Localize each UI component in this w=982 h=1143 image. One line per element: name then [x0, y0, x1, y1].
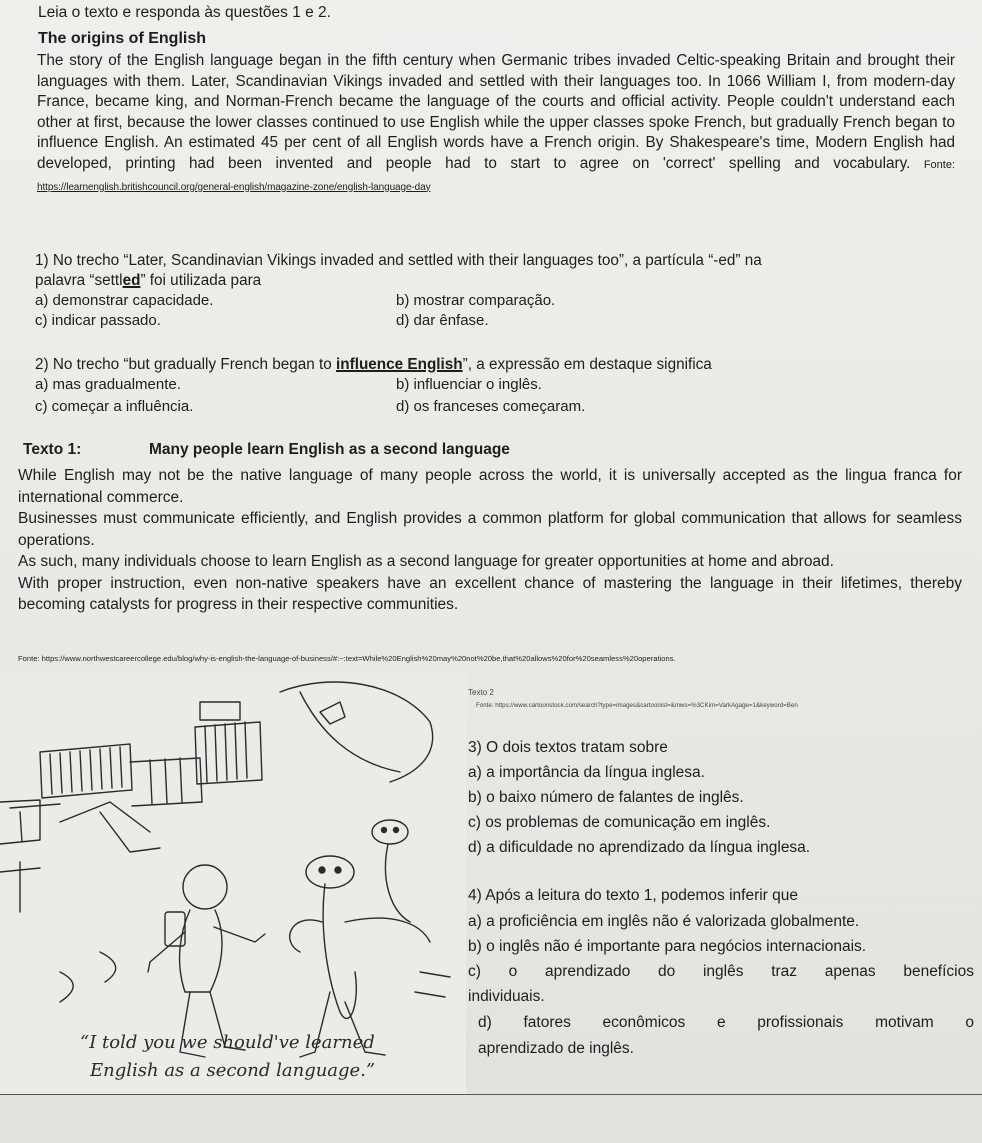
q4-option-a[interactable]: a) a proficiência em inglês não é valorizada globalmente. [468, 913, 860, 930]
reading-body [37, 51, 955, 198]
q2-stem [35, 356, 712, 374]
q3-option-a[interactable]: a) a importância da língua inglesa. [468, 764, 705, 781]
q2-option-a[interactable]: a) mas gradualmente. [35, 376, 181, 393]
q2-option-b[interactable]: b) influenciar o inglês. [396, 376, 542, 393]
cartoon-illustration [0, 672, 466, 1094]
q2-option-c[interactable]: c) começar a influência. [35, 398, 194, 415]
texto1-paragraph: Businesses must communicate efficiently, and English provides a common platform for global communication that allows for seamless operations. [18, 510, 962, 549]
q1-stem-line2 [35, 272, 261, 290]
q3-option-d[interactable]: d) a dificuldade no aprendizado da língua inglesa. [468, 839, 811, 856]
q1-option-d[interactable]: d) dar ênfase. [396, 312, 489, 329]
q3-option-c[interactable]: c) os problemas de comunicação em inglês. [468, 814, 771, 831]
texto1-paragraph: With proper instruction, even non-native speakers have an excellent chance of mastering the language in their lifetimes, thereby becoming catalysts for progress in their respective communities. [18, 574, 962, 613]
q1-option-c[interactable]: c) indicar passado. [35, 312, 161, 329]
q1-option-a[interactable]: a) demonstrar capacidade. [35, 292, 214, 309]
q2-stem-prefix: 2) No trecho “but gradually French began to [35, 356, 337, 373]
texto1-paragraph: As such, many individuals choose to learn English as a second language for greater opportunities at home and abroad. [18, 553, 834, 570]
texto2-label: Texto 2 [468, 688, 494, 697]
q1-option-b[interactable]: b) mostrar comparação. [396, 292, 556, 309]
cartoon-image [0, 672, 466, 1094]
texto1-source[interactable]: Fonte: https://www.northwestcareercollege.edu/blog/why-is-english-the-language-of-business/#:~:text=While%20English%20may%20not%20be,that%20allows%20for%20seamless%20operations. [18, 654, 676, 663]
q1-underlined-suffix: ed [122, 272, 141, 289]
cartoon-caption-line2: English as a second language.” [90, 1060, 376, 1081]
source-label: Fonte: [923, 158, 955, 171]
reading-body-text: The story of the English language began in the fifth century when Germanic tribes invaded Celtic-speaking Britain and brought their languages with them. Later, Scandinavian Vikings invaded and settled with their languages too. In 1066 William I, from modern-day France, became king, and Norman-French became the language of the courts and official activity. People couldn't understand each other at first, because the lower classes continued to use English while the upper classes spoke French, but gradually French began to influence English. An estimated 45 per cent of all English words have a French origin. By Shakespeare's time, Modern English had developed, printing had been invented and people had to start to agree on 'correct' spelling and vocabulary. [37, 52, 955, 172]
q2-highlight: influence English [336, 356, 463, 373]
q4-option-b[interactable]: b) o inglês não é importante para negócios internacionais. [468, 938, 867, 955]
reading-title: The origins of English [38, 30, 206, 47]
q1-stem-prefix: palavra “settl [35, 272, 123, 289]
texto1-title: Many people learn English as a second language [149, 441, 510, 458]
bottom-divider [0, 1094, 982, 1095]
texto2-source[interactable]: Fonte: https://www.cartoonstock.com/search?type=images&cartoonist=&mws=%3CKim=VarkAgage=1&keyword=Ben [476, 702, 798, 709]
texto1-label: Texto 1: [23, 441, 82, 458]
instruction: Leia o texto e responda às questões 1 e 2. [38, 4, 331, 21]
q1-stem-suffix: ” foi utilizada para [140, 272, 262, 289]
q3-option-b[interactable]: b) o baixo número de falantes de inglês. [468, 789, 744, 806]
texto1-paragraph: While English may not be the native language of many people across the world, it is universally accepted as the lingua franca for international commerce. [18, 467, 962, 506]
q2-option-d[interactable]: d) os franceses começaram. [396, 398, 586, 415]
source-link[interactable]: https://learnenglish.britishcouncil.org/general-english/magazine-zone/english-language-day [37, 181, 431, 193]
q4-stem: 4) Após a leitura do texto 1, podemos inferir que [468, 887, 799, 904]
q4-option-d-line2[interactable]: aprendizado de inglês. [478, 1040, 634, 1057]
q2-stem-suffix: ”, a expressão em destaque significa [462, 356, 712, 373]
q1-stem-line1: 1) No trecho “Later, Scandinavian Vikings invaded and settled with their languages too”, a partícula “-ed” na [35, 252, 762, 269]
cartoon-caption-line1: “I told you we should've learned [80, 1032, 375, 1053]
q4-option-c-line1[interactable]: c) o aprendizado do inglês traz apenas benefícios [468, 963, 974, 980]
q3-stem: 3) O dois textos tratam sobre [468, 739, 668, 756]
texto1-body [18, 465, 962, 616]
q4-option-d-line1[interactable]: d) fatores econômicos e profissionais motivam o [478, 1014, 974, 1031]
q4-option-c-line2[interactable]: individuais. [468, 988, 545, 1005]
